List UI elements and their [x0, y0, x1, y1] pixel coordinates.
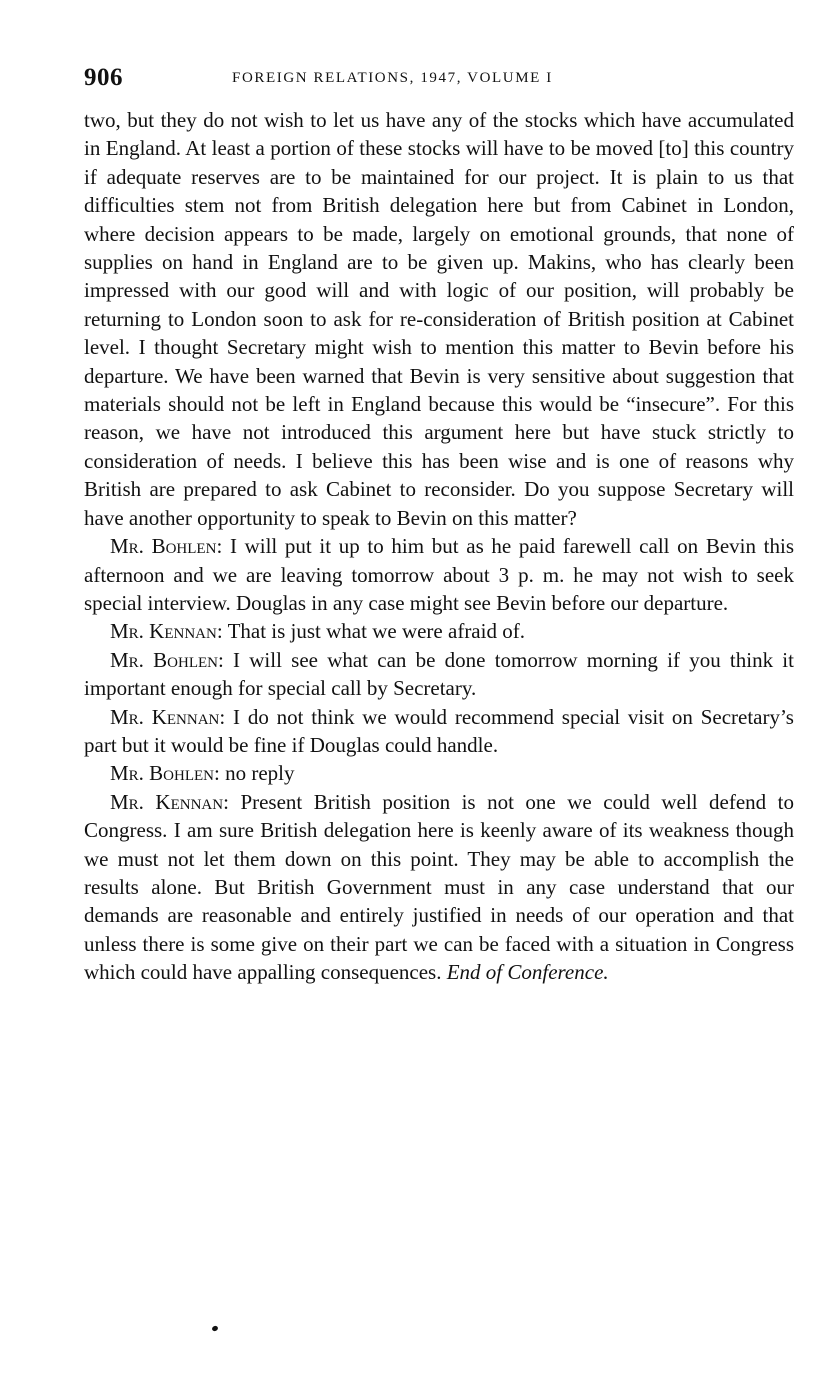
- speaker-separator: :: [216, 619, 228, 644]
- document-body: [84, 106, 794, 987]
- speaker-separator: :: [223, 789, 241, 814]
- exchange-text: I will see what can be done tomorrow morning if you think it important enough for special call by Secretary.: [84, 647, 794, 701]
- speaker-separator: :: [216, 534, 230, 559]
- speaker-name: Mr. Kennan: [110, 789, 224, 814]
- speaker-name: Mr. Bohlen: [110, 534, 217, 559]
- running-head: FOREIGN RELATIONS, 1947, VOLUME I: [232, 70, 553, 86]
- exchange-paragraph: [84, 617, 794, 645]
- page-number: 906: [84, 64, 123, 91]
- exchange-text: That is just what we were afraid of.: [227, 619, 525, 644]
- page-header: [84, 64, 794, 98]
- speaker-name: Mr. Kennan: [110, 619, 217, 644]
- exchange-paragraph: [84, 788, 794, 987]
- exchange-paragraph: [84, 646, 794, 703]
- speaker-name: Mr. Kennan: [110, 704, 220, 729]
- exchange-text: I do not think we would recommend special visit on Secretary’s part but it would be fine if Douglas could handle.: [84, 704, 794, 757]
- intro-paragraph: two, but they do not wish to let us have any of the stocks which have accumulated in England. At least a portion of these stocks will have to be moved [to] this country if adequate reserves are to be maintained for our project. It is plain to us that difficulties stem not from British delegation here but from Cabinet in London, where decision appears to be made, largely on emotional grounds, that none of supplies on hand in England are to be given up. Makins, who has clearly been impressed with our good will and with logic of our position, will probably be returning to London soon to ask for re-consideration of British position at Cabinet level. I thought Secretary might wish to mention this matter to Bevin before his departure. We have been warned that Bevin is very sensitive about suggestion that materials should not be left in England because this would be “insecure”. For this reason, we have not introduced this argument here but have stuck strictly to consideration of needs. I believe this has been wise and is one of reasons why British are prepared to ask Cabinet to reconsider. Do you suppose Secretary will have another opportunity to speak to Bevin on this matter?: [84, 108, 794, 530]
- exchange-text: Present British position is not one we could well defend to Congress. I am sure British delegation here is keenly aware of its weakness though we must not let them down on this point. They may be able to accomplish the results alone. But British Government must in any case understand that our demands are reasonable and entirely justified in needs of our operation and that unless there is some give on their part we can be faced with a situation in Congress which could have appalling consequences.: [84, 789, 794, 985]
- ink-speck: [211, 1325, 219, 1332]
- speaker-separator: :: [217, 647, 234, 672]
- speaker-name: Mr. Bohlen: [110, 761, 215, 786]
- exchange-paragraph: [84, 532, 794, 617]
- exchange-text: no reply: [225, 761, 295, 786]
- speaker-name: Mr. Bohlen: [110, 647, 218, 672]
- exchange-text: I will put it up to him but as he paid farewell call on Bevin this afternoon and we are leaving tomorrow about 3 p. m. he may not wish to seek special interview. Douglas in any case might see Bevin before our departure.: [84, 534, 794, 615]
- exchange-paragraph: [84, 703, 794, 760]
- closing-note: End of Conference.: [446, 960, 609, 985]
- speaker-separator: :: [214, 761, 226, 786]
- speaker-separator: :: [219, 704, 234, 729]
- exchange-paragraph: [84, 759, 794, 787]
